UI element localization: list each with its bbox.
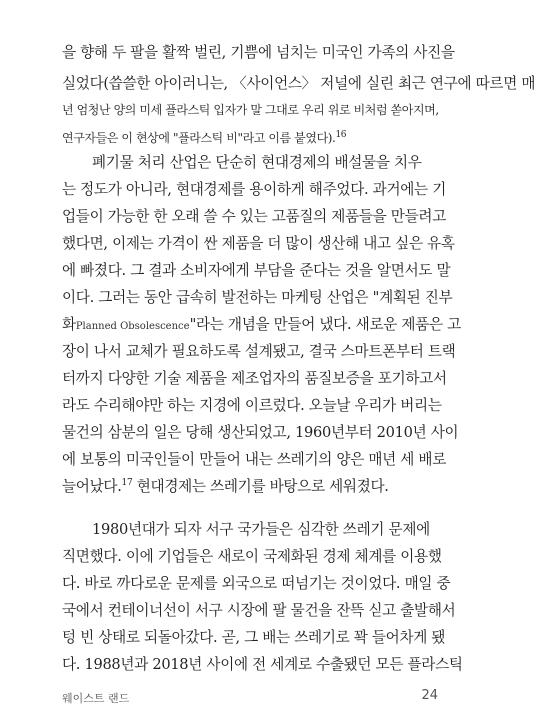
text-line: 물건의 삼분의 일은 당해 생산되었고, 1960년부터 2010년 사이	[62, 424, 459, 441]
text-line: 직면했다. 이에 기업들은 새로이 국제화된 경제 체계를 이용했	[62, 548, 442, 565]
paragraph-start-line: 1980년대가 되자 서구 국가들은 심각한 쓰레기 문제에	[92, 521, 430, 538]
text-line	[62, 477, 440, 497]
text-line: 을 향해 두 팔을 활짝 벌린, 기쁨에 넘치는 미국인 가족의 사진을	[62, 44, 455, 61]
text-line: 했다면, 이제는 가격이 싼 제품을 더 많이 생산해 내고 싶은 유혹	[62, 235, 455, 252]
text-line: 다. 바로 까다로운 문제를 외국으로 떠넘기는 것이었다. 매일 중	[62, 575, 451, 592]
paragraph-start-line: 폐기물 처리 산업은 단순히 현대경제의 배설물을 치우	[92, 154, 422, 171]
text-line	[62, 315, 461, 337]
text-line: 국에서 컨테이너선이 서구 시장에 팔 물건을 잔뜩 싣고 출발해서	[62, 602, 456, 619]
running-footer-title: 웨이스트 랜드	[62, 692, 130, 705]
text-segment: 화	[62, 316, 76, 333]
text-line: 업들이 가능한 한 오래 쓸 수 있는 고품질의 제품들을 만들려고	[62, 208, 446, 225]
text-line: 이다. 그러는 동안 급속히 발전하는 마케팅 산업은 "계획된 진부	[62, 289, 453, 306]
text-line: 에 보통의 미국인들이 만들어 내는 쓰레기의 양은 매년 세 배로	[62, 451, 446, 468]
text-line: 에 빠졌다. 그 결과 소비자에게 부담을 준다는 것을 알면서도 말	[62, 262, 451, 279]
text-line: 라도 수리해야만 하는 지경에 이르렀다. 오늘날 우리가 버리는	[62, 397, 442, 414]
text-line	[62, 128, 440, 148]
text-line: 실었다(씁쓸한 아이러니는, 〈사이언스〉 저널에 실린 최근 연구에 따르면 매	[62, 75, 535, 92]
text-segment: "라는 개념을 만들어 냈다. 새로운 제품은 고	[189, 316, 461, 333]
text-line: 터까지 다양한 기술 제품을 제조업자의 품질보증을 포기하고서	[62, 370, 447, 387]
english-term: Planned Obsolescence	[75, 321, 190, 332]
page-number: 24	[421, 688, 438, 703]
text-segment: 현대경제는 쓰레기를 바탕으로 세워졌다.	[132, 478, 389, 495]
text-line: 다. 1988년과 2018년 사이에 전 세계로 수출됐던 모든 플라스틱	[62, 656, 463, 673]
text-line: 텅 빈 상태로 되돌아갔다. 곧, 그 배는 쓰레기로 꽉 들어차게 됐	[62, 629, 446, 646]
text-segment: 연구자들은 이 현상에 "플라스틱 비"라고 이름 붙였다).	[62, 131, 336, 145]
text-line: 는 정도가 아니라, 현대경제를 용이하게 해주었다. 과거에는 기	[62, 181, 446, 198]
footnote-ref-17: 17	[121, 478, 133, 489]
text-line: 년 엄청난 양의 미세 플라스틱 입자가 말 그대로 우리 위로 비처럼 쏟아지며,	[62, 103, 439, 117]
text-segment: 늘어났다.	[62, 478, 122, 495]
text-line: 장이 나서 교체가 필요하도록 설계됐고, 결국 스마트폰부터 트랙	[62, 343, 456, 360]
footnote-ref-16: 16	[335, 130, 347, 140]
